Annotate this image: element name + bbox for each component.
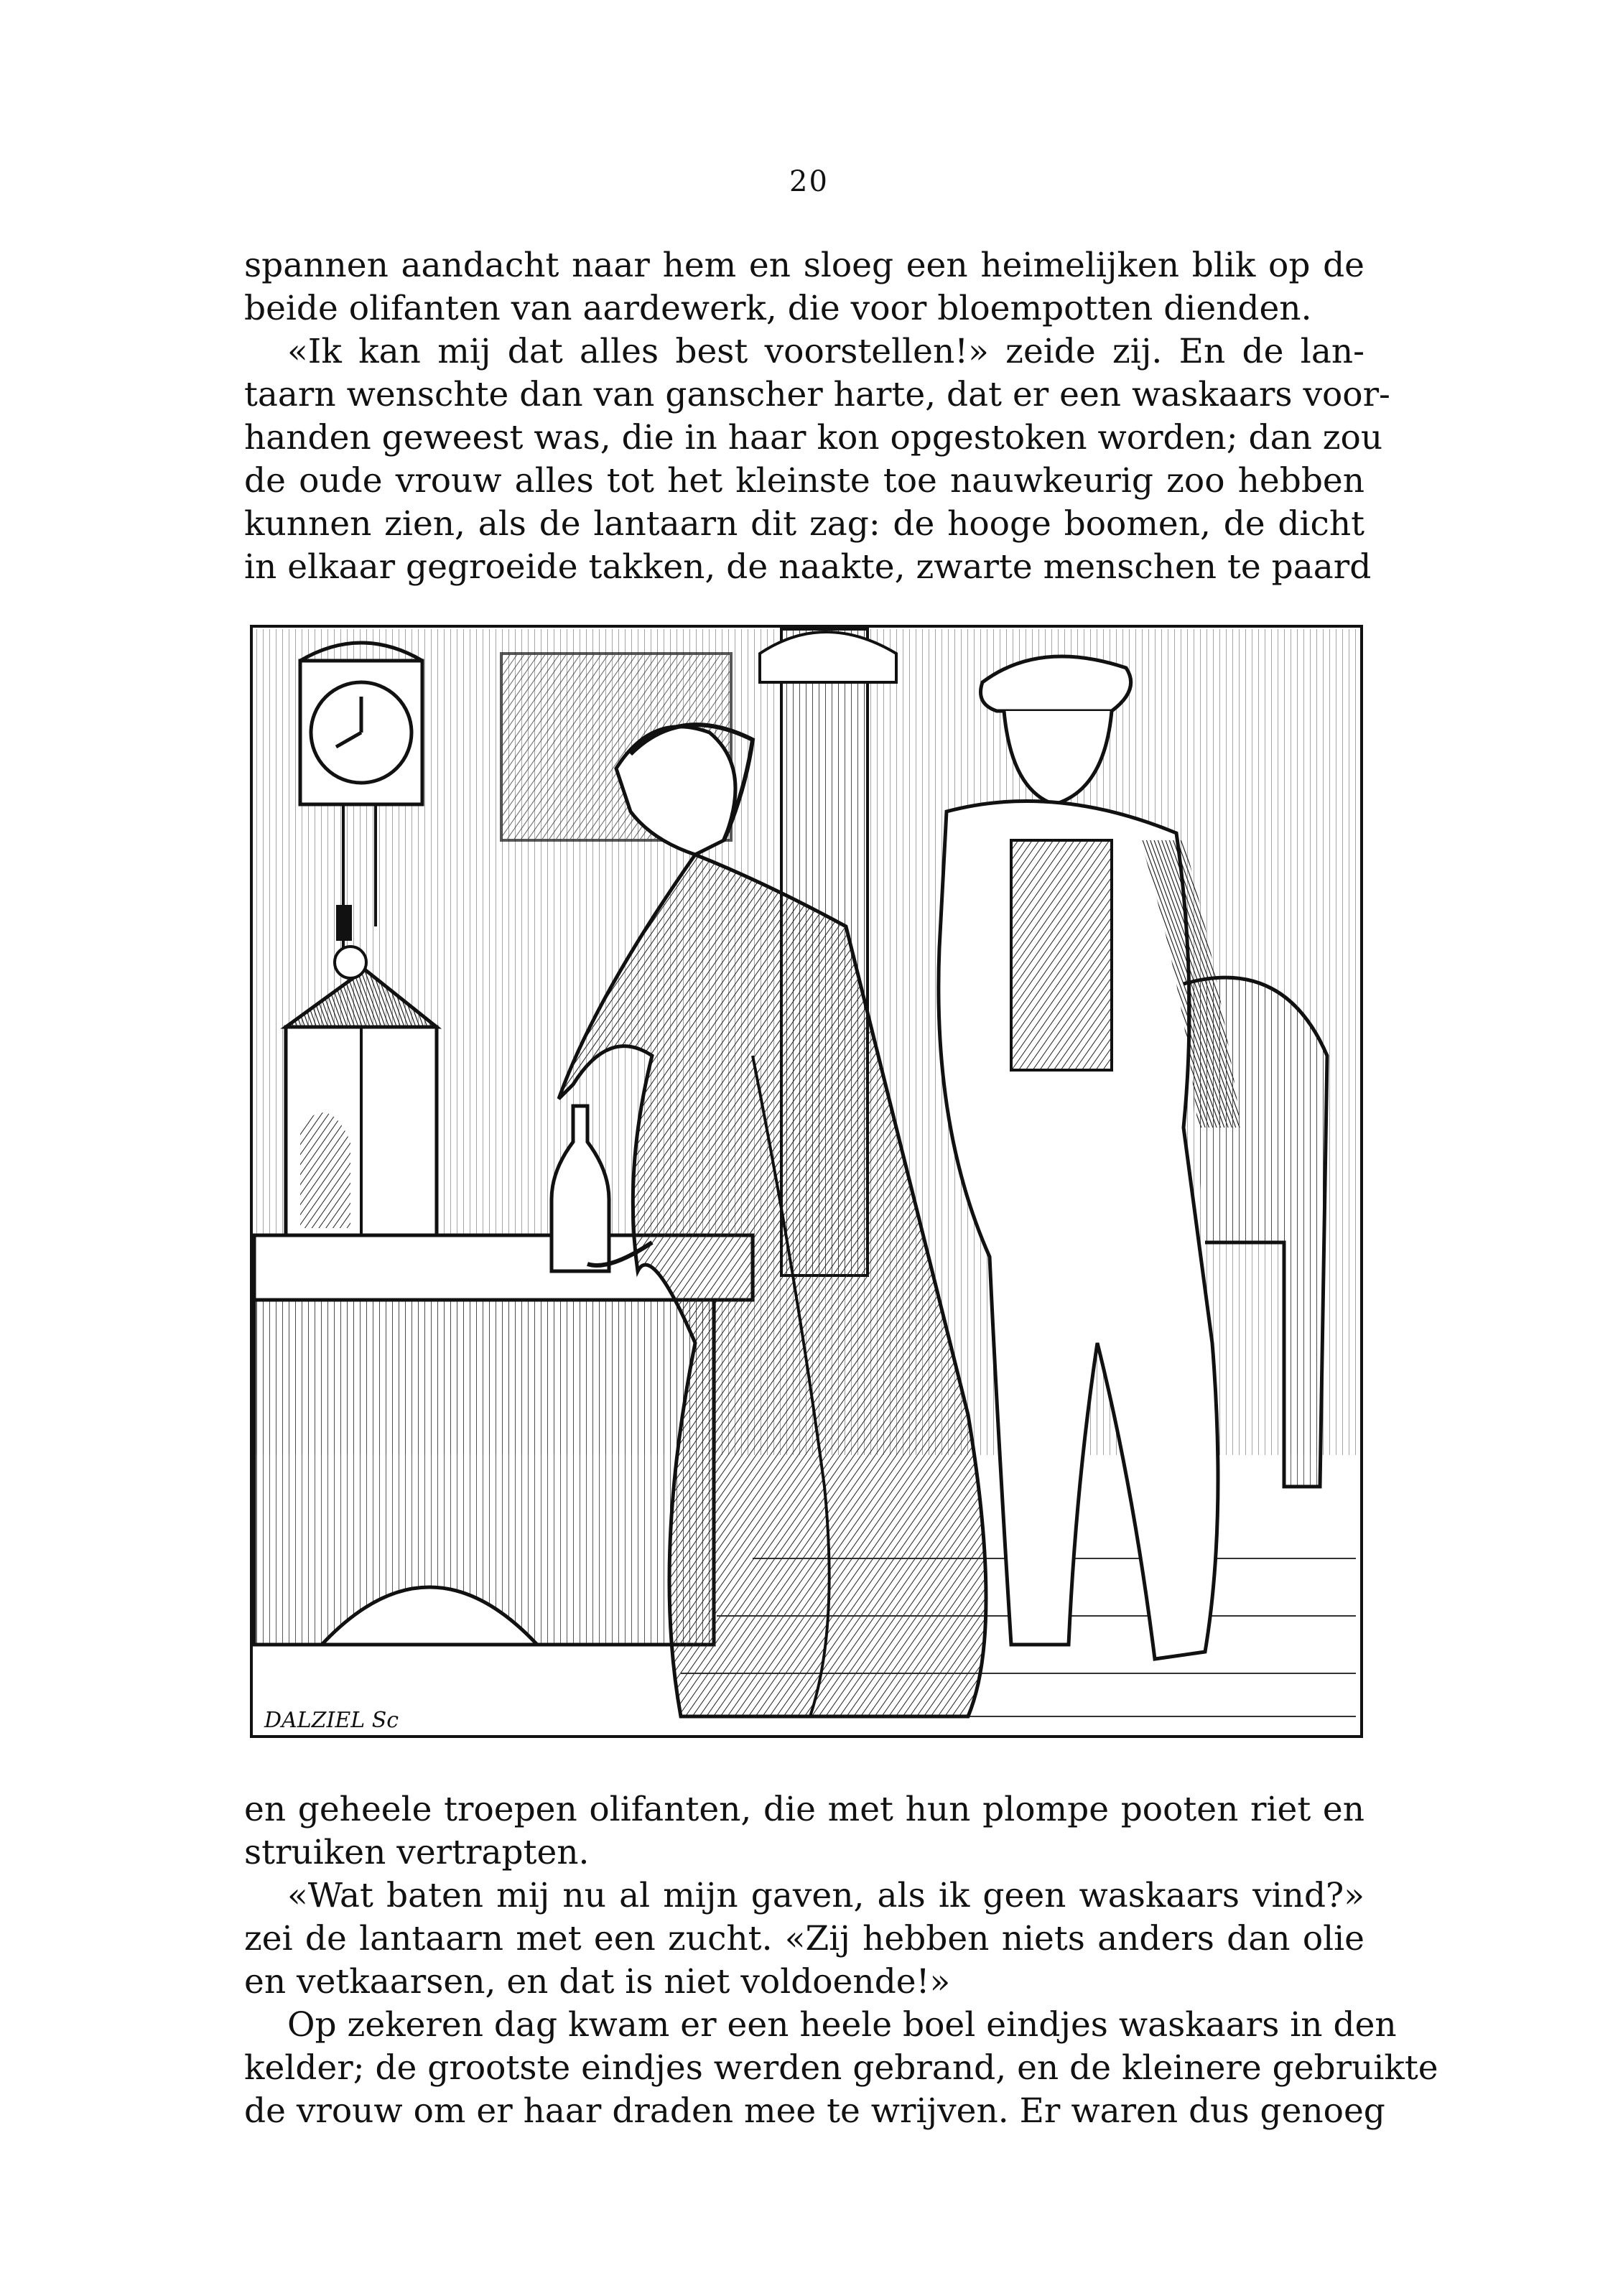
- text-line: de vrouw om er haar draden mee te wrijven. Er waren dus genoeg: [244, 2091, 1385, 2131]
- text-line: beide olifanten van aardewerk, die voor bloempotten dienden.: [244, 289, 1312, 328]
- text-line: handen geweest was, die in haar kon opgestoken worden; dan zou: [244, 418, 1383, 457]
- bottom-text-block: [244, 1788, 1438, 2133]
- page-number: 20: [789, 165, 829, 198]
- text-line: «Ik kan mij dat alles best voorstellen!» zeide zij. En de lan-: [287, 332, 1364, 371]
- text-line: taarn wenschte dan van ganscher harte, dat er een waskaars voor-: [244, 375, 1390, 414]
- text-line: en vetkaarsen, en dat is niet voldoende!»: [244, 1962, 951, 2002]
- text-line: spannen aandacht naar hem en sloeg een heimelijken blik op de: [244, 246, 1364, 285]
- text-line: in elkaar gegroeide takken, de naakte, zwarte menschen te paard: [244, 547, 1372, 587]
- text-line: de oude vrouw alles tot het kleinste toe nauwkeurig zoo hebben: [244, 461, 1364, 501]
- text-line: kelder; de grootste eindjes werden gebrand, en de kleinere gebruikte: [244, 2048, 1438, 2088]
- engraving-svg: [250, 625, 1363, 1738]
- text-line: kunnen zien, als de lantaarn dit zag: de hooge boomen, de dicht: [244, 504, 1364, 544]
- top-text-block: [244, 244, 1390, 589]
- text-line: «Wat baten mij nu al mijn gaven, als ik geen waskaars vind?»: [287, 1876, 1364, 1915]
- text-line: struiken vertrapten.: [244, 1833, 590, 1872]
- engraving-illustration: [250, 625, 1363, 1738]
- text-line: Op zekeren dag kwam er een heele boel eindjes waskaars in den: [287, 2005, 1397, 2045]
- engraver-signature: DALZIEL Sc: [264, 1708, 399, 1733]
- text-line: en geheele troepen olifanten, die met hun plompe pooten riet en: [244, 1790, 1364, 1829]
- text-line: zei de lantaarn met een zucht. «Zij hebben niets anders dan olie: [244, 1919, 1364, 1958]
